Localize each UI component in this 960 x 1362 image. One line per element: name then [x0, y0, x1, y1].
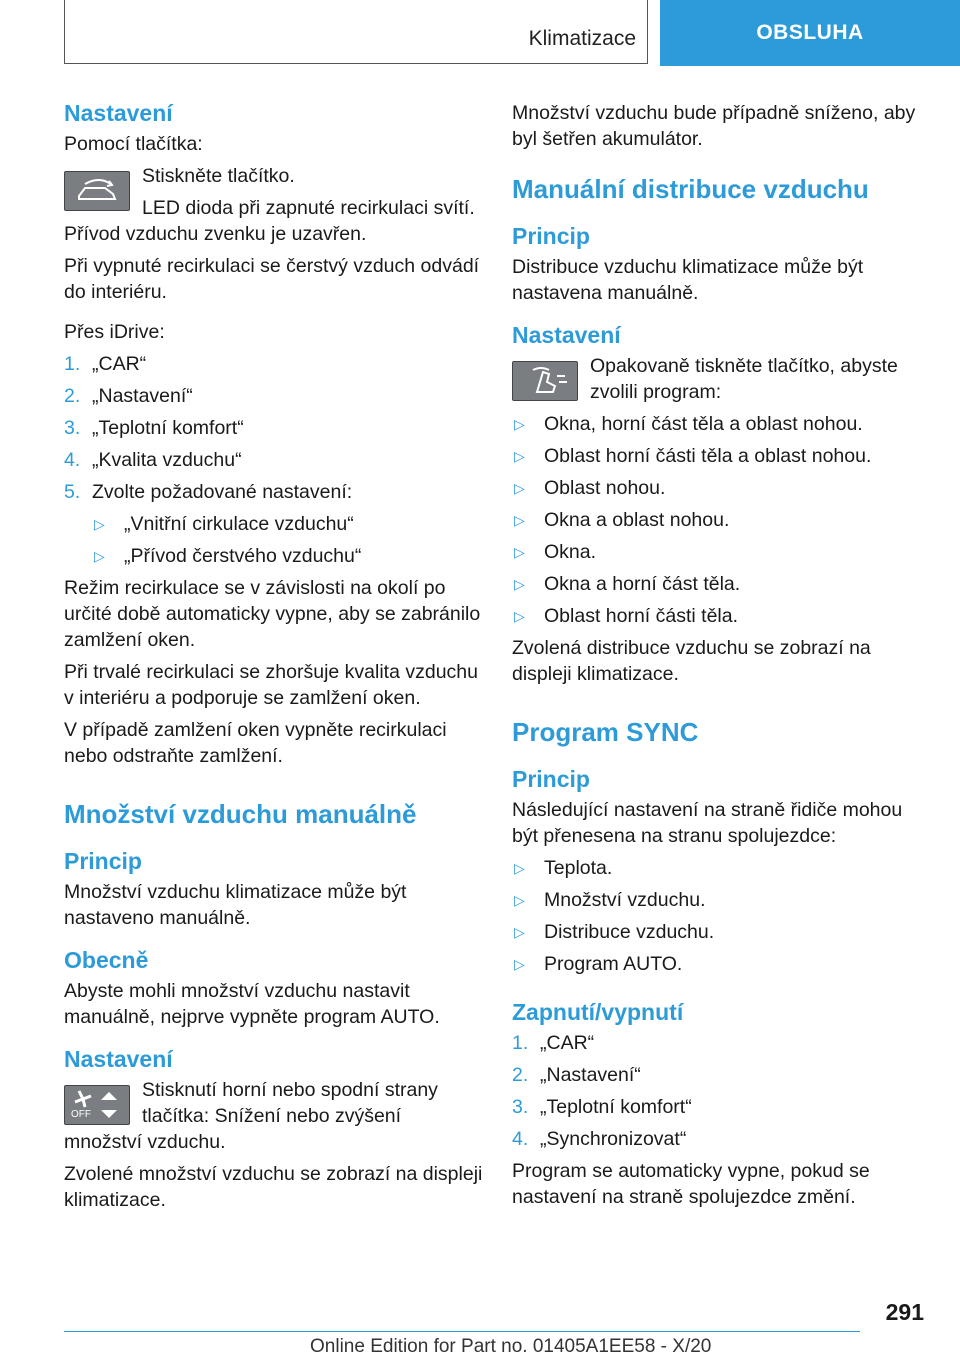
list-item: ▷ Oblast horní části těla a oblast nohou. [514, 445, 872, 467]
list-item: ▷ Program AUTO. [514, 953, 683, 975]
fan-button-icon [64, 1085, 130, 1125]
text-zvolena-distribuce: Zvolená distribuce vzduchu se zobrazí na displeji klimatizace. [512, 637, 871, 685]
list-item: ▷ Okna a horní část těla. [514, 573, 741, 595]
idrive-steps-list [64, 351, 484, 505]
text-obecne: Abyste mohli množství vzduchu nastavit manuálně, nejprve vypněte program AUTO. [64, 980, 440, 1028]
recirculation-button-icon [64, 171, 130, 211]
left-column [64, 100, 484, 1219]
triangle-bullet-icon: ▷ [514, 512, 525, 528]
idrive-substeps-list [92, 511, 484, 569]
header-section-title: Klimatizace [528, 27, 636, 50]
text-stisknete: Stiskněte tlačítko. [142, 165, 295, 187]
text-trvale: Při trvalé recirkulaci se zhoršuje kvalita vzduchu v interiéru a podporuje se zamlžení oken. [64, 661, 478, 709]
triangle-bullet-icon: ▷ [514, 480, 525, 496]
footer-edition: Online Edition for Part no. 01405A1EE58 - X/20 [310, 1336, 712, 1357]
header-chapter-tab: OBSLUHA [660, 0, 960, 66]
list-item: 4. „Synchronizovat“ [512, 1128, 687, 1150]
heading-nastaveni-2: Nastavení [64, 1046, 173, 1072]
text-vypnute-recirkulaci: Při vypnuté recirkulaci se čerstvý vzduch odvádí do interiéru. [64, 255, 480, 303]
recirculation-button-row [64, 163, 484, 247]
list-item: 5. Zvolte požadované nastavení: [64, 481, 353, 503]
text-fan-button: Stisknutí horní nebo spodní strany tlačítka: Snížení nebo zvýšení množství vzduchu. [64, 1079, 438, 1153]
triangle-bullet-icon: ▷ [94, 548, 105, 564]
heading-nastaveni: Nastavení [64, 100, 173, 126]
list-item: ▷ Teplota. [514, 857, 613, 879]
heading-mnozstvi-vzduchu: Množství vzduchu manuálně [64, 799, 417, 829]
text-program-vypne: Program se automaticky vypne, pokud se nastavení na straně spolujezdce změní. [512, 1160, 870, 1208]
text-opakovane: Opakovaně tiskněte tlačítko, abyste zvolili program: [590, 355, 898, 403]
text-led-dioda: LED dioda při zapnuté recirkulaci svítí. Přívod vzduchu zvenku je uzavřen. [64, 197, 475, 245]
list-item: 2. „Nastavení“ [512, 1064, 641, 1086]
list-item: ▷ Oblast horní části těla. [514, 605, 739, 627]
air-distribution-button-icon [512, 361, 578, 401]
list-item: 1. „CAR“ [64, 353, 147, 375]
list-item: ▷ Distribuce vzduchu. [514, 921, 715, 943]
triangle-bullet-icon: ▷ [514, 956, 525, 972]
triangle-bullet-icon: ▷ [514, 892, 525, 908]
distribution-button-row [512, 353, 932, 405]
heading-manualni-distribuce: Manuální distribuce vzduchu [512, 174, 869, 204]
heading-princip: Princip [64, 848, 142, 874]
list-item: ▷ Okna. [514, 541, 597, 563]
triangle-bullet-icon: ▷ [514, 416, 525, 432]
text-sync: Následující nastavení na straně řidiče mohou být přenesena na stranu spolujezdce: [512, 799, 903, 847]
list-item: ▷ Oblast nohou. [514, 477, 666, 499]
heading-program-sync: Program SYNC [512, 717, 699, 747]
list-item: 3. „Teplotní komfort“ [64, 417, 244, 439]
page-number: 291 [885, 1299, 924, 1325]
list-item: ▷ Okna a oblast nohou. [514, 509, 730, 531]
heading-nastaveni: Nastavení [512, 322, 621, 348]
right-column [512, 100, 932, 1216]
list-item: ▷ „Vnitřní cirkulace vzduchu“ [94, 513, 354, 535]
list-item: ▷ Okna, horní část těla a oblast nohou. [514, 413, 863, 435]
triangle-bullet-icon: ▷ [514, 860, 525, 876]
list-item: ▷ Množství vzduchu. [514, 889, 706, 911]
triangle-bullet-icon: ▷ [94, 516, 105, 532]
sync-steps-list [512, 1030, 932, 1152]
fan-off-label: OFF [71, 1109, 91, 1120]
heading-princip-2: Princip [512, 766, 590, 792]
triangle-bullet-icon: ▷ [514, 576, 525, 592]
footer-divider [64, 1331, 860, 1332]
list-item: 2. „Nastavení“ [64, 385, 193, 407]
heading-princip: Princip [512, 223, 590, 249]
text-pomoci: Pomocí tlačítka: [64, 133, 203, 155]
text-rezim: Režim recirkulace se v závislosti na okolí po určité době automaticky vypne, aby se zabránilo zamlžení oken. [64, 577, 481, 651]
list-item: ▷ „Přívod čerstvého vzduchu“ [94, 545, 362, 567]
heading-obecne: Obecně [64, 947, 149, 973]
triangle-bullet-icon: ▷ [514, 608, 525, 624]
text-pres-idrive: Přes iDrive: [64, 321, 165, 343]
heading-zapnuti-vypnuti: Zapnutí/vypnutí [512, 999, 684, 1025]
page-header [0, 0, 960, 66]
fan-button-row [64, 1077, 484, 1155]
distribution-programs-list [512, 411, 932, 629]
sync-items-list [512, 855, 932, 977]
text-pripade: V případě zamlžení oken vypněte recirkulaci nebo odstraňte zamlžení. [64, 719, 447, 767]
triangle-bullet-icon: ▷ [514, 924, 525, 940]
list-item: 3. „Teplotní komfort“ [512, 1096, 692, 1118]
text-zvolene-mnozstvi: Zvolené množství vzduchu se zobrazí na displeji klimatizace. [64, 1163, 483, 1211]
list-item: 4. „Kvalita vzduchu“ [64, 449, 242, 471]
text-mnozstvi-snizeno: Množství vzduchu bude případně sníženo, aby byl šetřen akumulátor. [512, 102, 916, 150]
triangle-bullet-icon: ▷ [514, 448, 525, 464]
text-princip-distribuce: Distribuce vzduchu klimatizace může být nastavena manuálně. [512, 256, 864, 304]
triangle-bullet-icon: ▷ [514, 544, 525, 560]
text-princip: Množství vzduchu klimatizace může být nastaveno manuálně. [64, 881, 407, 929]
list-item: 1. „CAR“ [512, 1032, 595, 1054]
